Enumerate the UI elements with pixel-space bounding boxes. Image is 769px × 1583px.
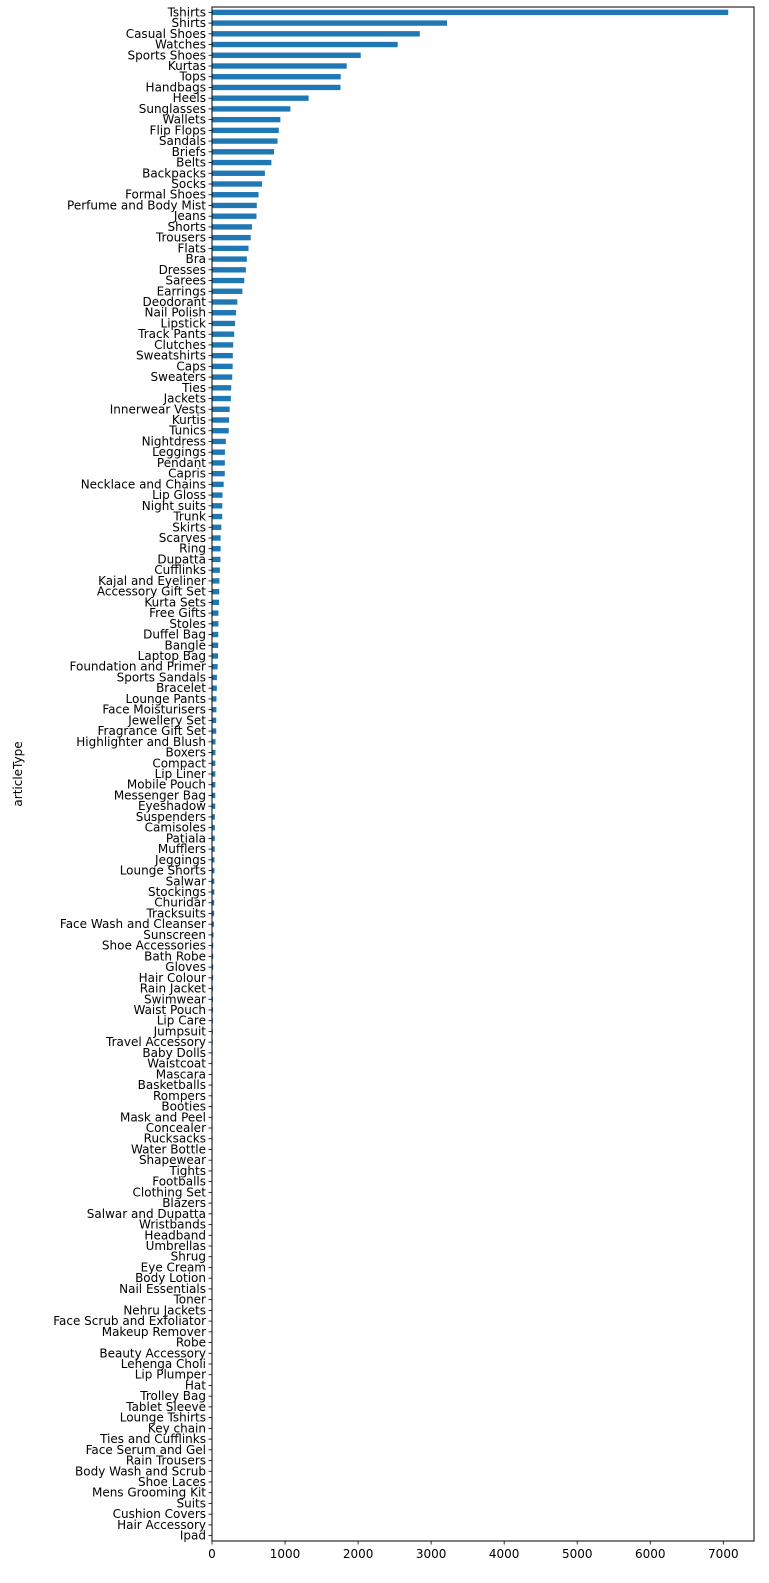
y-tick-label: Briefs	[171, 144, 206, 159]
y-tick-label: Nightdress	[141, 434, 206, 449]
bar	[212, 428, 229, 433]
bar	[212, 589, 219, 594]
y-tick-label: Lounge Tshirts	[119, 1410, 206, 1425]
y-tick-label: Mufflers	[157, 842, 206, 857]
y-tick-label: Shirts	[171, 16, 206, 31]
bar	[212, 600, 219, 605]
y-tick-label: Shoe Accessories	[101, 938, 206, 953]
y-tick-label: Lehenga Choli	[120, 1357, 206, 1371]
y-tick-label: Gloves	[165, 960, 206, 975]
bar	[212, 718, 216, 723]
y-tick-label: Bath Robe	[144, 949, 206, 964]
y-tick-label: Handbags	[145, 80, 206, 95]
bar	[212, 471, 225, 476]
bar	[212, 224, 252, 229]
y-tick-label: Booties	[161, 1099, 206, 1114]
bar	[212, 686, 217, 691]
y-tick-label: Formal Shoes	[125, 187, 206, 202]
x-tick-label: 2000	[342, 1547, 374, 1561]
y-tick-label: Suspenders	[135, 809, 206, 824]
bar	[212, 439, 226, 444]
y-tick-label: Rompers	[152, 1088, 206, 1103]
bar	[212, 10, 728, 15]
x-tick-label: 1000	[269, 1547, 301, 1561]
y-tick-label: Stoles	[169, 616, 206, 631]
bars-layer	[212, 10, 728, 1539]
y-tick-label: Baby Dolls	[142, 1045, 206, 1060]
bar	[212, 214, 256, 219]
y-tick-label: Tablet Sleeve	[126, 1399, 206, 1414]
y-tick-label: Necklace and Chains	[80, 477, 206, 492]
y-tick-label: Stockings	[147, 885, 206, 899]
y-tick-label: Hair Accessory	[117, 1517, 206, 1532]
y-tick-label: Boxers	[165, 745, 206, 760]
y-tick-label: Heels	[172, 91, 206, 106]
bar	[212, 149, 274, 154]
bar	[212, 396, 231, 401]
bar	[212, 20, 447, 25]
y-tick-label: Scarves	[158, 531, 206, 545]
bar	[212, 256, 247, 261]
y-tick-label: Hat	[184, 1378, 206, 1393]
y-tick-label: Lounge Pants	[125, 691, 206, 706]
y-tick-label: Mask and Peel	[119, 1110, 206, 1125]
y-tick-label: Trunk	[173, 509, 206, 524]
y-tick-label: Eyeshadow	[137, 799, 206, 814]
bar	[212, 557, 220, 562]
y-tick-label: Travel Accessory	[106, 1035, 206, 1050]
y-tick-label: Eye Cream	[140, 1260, 206, 1275]
y-tick-label: Shorts	[167, 219, 206, 234]
bar	[212, 128, 279, 133]
y-tick-label: Earrings	[156, 284, 206, 299]
y-tick-label: Shoe Laces	[137, 1475, 206, 1489]
y-tick-label: Patiala	[165, 831, 206, 846]
y-tick-label: Kurtas	[167, 59, 206, 73]
bar	[212, 106, 290, 111]
y-tick-label: Socks	[171, 177, 206, 191]
x-tick-label: 7000	[708, 1547, 739, 1561]
y-tick-label: Lip Liner	[154, 767, 206, 781]
x-tick-label: 6000	[635, 1547, 666, 1561]
y-tick-label: Ipad	[179, 1528, 206, 1543]
bar	[212, 364, 233, 369]
y-tick-label: Clothing Set	[132, 1185, 206, 1200]
y-tick-label: Sandals	[158, 134, 206, 149]
bar	[212, 492, 223, 497]
bar	[212, 525, 221, 530]
bar	[212, 138, 278, 143]
x-tick-label: 0	[208, 1547, 216, 1561]
bar	[212, 782, 215, 787]
bar	[212, 332, 234, 337]
y-tick-label: Waist Pouch	[133, 1003, 206, 1017]
y-tick-label: Bangle	[164, 638, 206, 653]
y-tick-label: Trousers	[155, 230, 206, 245]
bar	[212, 460, 225, 465]
bar	[212, 578, 219, 583]
y-tick-label: Leggings	[152, 445, 206, 460]
bar	[212, 160, 271, 165]
y-tick-label: Wristbands	[139, 1217, 206, 1232]
y-tick-label: Jeggings	[155, 852, 206, 867]
y-tick-label: Waistcoat	[147, 1056, 206, 1071]
bar	[212, 771, 215, 776]
bar	[212, 632, 218, 637]
bar	[212, 643, 218, 648]
y-tick-label: Lounge Shorts	[119, 863, 206, 878]
y-tick-label: Night suits	[141, 498, 206, 513]
y-tick-label: Backpacks	[142, 166, 206, 181]
y-tick-label: Dresses	[158, 262, 206, 277]
y-tick-label: Headband	[144, 1228, 206, 1243]
bar	[212, 267, 246, 272]
y-tick-label: Lipstick	[160, 316, 206, 331]
bar	[212, 192, 259, 197]
bar	[212, 42, 398, 47]
bar	[212, 289, 242, 294]
y-tick-label: Casual Shoes	[125, 26, 206, 41]
y-tick-label: Face Moisturisers	[102, 702, 206, 717]
bar	[212, 750, 215, 755]
bar	[212, 535, 221, 540]
y-tick-label: Compact	[152, 756, 206, 771]
y-tick-label: Messenger Bag	[113, 788, 206, 803]
y-tick-label: Caps	[176, 359, 206, 374]
bar	[212, 610, 218, 615]
y-tick-label: Bracelet	[156, 681, 206, 696]
bar	[212, 514, 222, 519]
bar	[212, 707, 216, 712]
bar	[212, 321, 235, 326]
bar	[212, 310, 236, 315]
y-tick-label: Robe	[175, 1335, 206, 1350]
y-tick-label: Swimwear	[144, 992, 206, 1007]
bar	[212, 53, 361, 58]
y-tick-label: Foundation and Primer	[69, 659, 206, 674]
y-tick-label: Bra	[185, 252, 206, 267]
bar	[212, 342, 233, 347]
y-tick-label: Perfume and Body Mist	[67, 198, 206, 213]
bar	[212, 696, 216, 701]
bar	[212, 664, 218, 669]
bar	[212, 675, 217, 680]
y-tick-label: Tights	[169, 1163, 206, 1178]
y-tick-label: Dupatta	[157, 552, 206, 567]
bar	[212, 621, 218, 626]
y-tick-label: Watches	[155, 37, 206, 52]
y-tick-label: Duffel Bag	[143, 627, 206, 642]
x-tick-label: 5000	[561, 1547, 593, 1561]
y-tick-label: Sunscreen	[143, 927, 206, 942]
y-tick-label: Toner	[173, 1292, 206, 1307]
bar	[212, 407, 230, 412]
y-tick-label: Pendant	[156, 455, 206, 470]
y-tick-label: Salwar and Dupatta	[86, 1206, 206, 1221]
y-tick-label: Mens Grooming Kit	[91, 1485, 206, 1500]
x-tick-label: 3000	[415, 1547, 447, 1561]
y-tick-label: Trolley Bag	[140, 1389, 206, 1404]
y-tick-label: Rain Trousers	[125, 1453, 206, 1468]
y-tick-label: Tops	[179, 69, 206, 84]
x-tick-label: 4000	[488, 1547, 520, 1561]
bar	[212, 203, 257, 208]
y-axis-label: articleType	[11, 741, 25, 807]
bar	[212, 546, 221, 551]
y-tick-label: Kurtis	[171, 413, 206, 427]
y-tick-label: Makeup Remover	[101, 1324, 206, 1339]
y-tick-label: Fragrance Gift Set	[97, 724, 206, 739]
y-axis-ticks	[53, 5, 212, 1542]
y-tick-label: Track Pants	[138, 327, 206, 342]
bar	[212, 761, 215, 766]
bar	[212, 96, 309, 101]
y-tick-label: Cufflinks	[154, 563, 206, 578]
y-tick-label: Tracksuits	[146, 906, 206, 921]
y-tick-label: Ties and Cufflinks	[100, 1432, 206, 1447]
bar	[212, 482, 224, 487]
y-tick-label: Tunics	[169, 423, 206, 438]
y-tick-label: Jewellery Set	[128, 713, 206, 728]
bar	[212, 85, 340, 90]
y-tick-label: Nail Polish	[144, 305, 206, 320]
y-tick-label: Kurta Sets	[144, 595, 206, 610]
y-tick-label: Suits	[176, 1496, 206, 1511]
bar	[212, 728, 216, 733]
y-tick-label: Churidar	[154, 895, 206, 910]
y-tick-label: Shapewear	[138, 1153, 206, 1168]
y-tick-label: Flip Flops	[149, 123, 206, 138]
plot-frame	[212, 7, 754, 1541]
y-tick-label: Cushion Covers	[112, 1507, 206, 1522]
y-tick-label: Basketballs	[137, 1078, 206, 1093]
y-tick-label: Hair Colour	[138, 970, 206, 985]
y-tick-label: Mobile Pouch	[126, 777, 206, 792]
y-tick-label: Innerwear Vests	[109, 402, 206, 417]
y-tick-label: Face Wash and Cleanser	[59, 917, 206, 932]
y-tick-label: Ring	[179, 541, 206, 556]
bar	[212, 653, 218, 658]
y-tick-label: Blazers	[162, 1196, 206, 1211]
y-tick-label: Flats	[177, 241, 206, 256]
y-tick-label: Deodorant	[142, 295, 206, 309]
y-tick-label: Ties	[182, 380, 206, 395]
x-axis-ticks	[208, 1541, 738, 1561]
bar	[212, 450, 225, 455]
bar	[212, 74, 341, 79]
y-tick-label: Shrug	[170, 1249, 206, 1264]
y-tick-label: Accessory Gift Set	[96, 584, 206, 599]
y-tick-label: Body Lotion	[135, 1271, 206, 1286]
bar	[212, 31, 420, 36]
bar	[212, 246, 249, 251]
y-tick-label: Belts	[176, 155, 206, 170]
y-tick-label: Jackets	[163, 391, 206, 406]
bar	[212, 503, 222, 508]
y-tick-label: Umbrellas	[145, 1239, 206, 1253]
bar	[212, 171, 265, 176]
y-tick-label: Capris	[168, 466, 206, 481]
y-tick-label: Rain Jacket	[139, 981, 206, 996]
y-tick-label: Sarees	[165, 273, 206, 288]
y-tick-label: Sports Shoes	[127, 48, 206, 63]
y-tick-label: Highlighter and Blush	[76, 734, 206, 749]
bar	[212, 63, 347, 68]
y-tick-label: Tshirts	[167, 5, 206, 20]
y-tick-label: Sunglasses	[138, 101, 206, 116]
y-tick-label: Concealer	[145, 1121, 206, 1135]
bar	[212, 385, 231, 390]
y-tick-label: Nehru Jackets	[123, 1303, 206, 1318]
y-tick-label: Face Serum and Gel	[85, 1442, 206, 1457]
y-tick-label: Nail Essentials	[119, 1281, 206, 1296]
bar	[212, 278, 244, 283]
bar	[212, 739, 216, 744]
y-tick-label: Skirts	[172, 520, 206, 535]
y-tick-label: Key chain	[147, 1421, 206, 1436]
y-tick-label: Mascara	[155, 1067, 206, 1082]
bar	[212, 299, 237, 304]
y-tick-label: Kajal and Eyeliner	[98, 573, 206, 588]
y-tick-label: Rucksacks	[143, 1131, 206, 1146]
bar	[212, 117, 280, 122]
y-tick-label: Salwar	[165, 874, 206, 889]
y-tick-label: Free Gifts	[149, 606, 206, 621]
y-tick-label: Body Wash and Scrub	[75, 1464, 206, 1479]
y-tick-label: Wallets	[162, 112, 206, 127]
y-tick-label: Lip Care	[156, 1013, 206, 1028]
bar	[212, 181, 262, 186]
y-tick-label: Footballs	[152, 1174, 206, 1189]
bar	[212, 417, 229, 422]
y-tick-label: Camisoles	[144, 820, 206, 835]
bar	[212, 374, 232, 379]
y-tick-label: Sports Sandals	[116, 670, 206, 685]
y-tick-label: Face Scrub and Exfoliator	[53, 1314, 206, 1329]
y-tick-label: Lip Plumper	[134, 1367, 206, 1382]
y-tick-label: Beauty Accessory	[99, 1346, 206, 1361]
y-tick-label: Sweaters	[150, 370, 206, 385]
bar	[212, 353, 233, 358]
bar	[212, 235, 251, 240]
bar	[212, 568, 220, 573]
y-tick-label: Water Bottle	[131, 1142, 206, 1157]
y-tick-label: Jeans	[173, 209, 206, 224]
y-tick-label: Clutches	[154, 337, 206, 352]
y-tick-label: Laptop Bag	[137, 649, 206, 663]
y-tick-label: Lip Gloss	[152, 488, 206, 503]
y-tick-label: Sweatshirts	[136, 348, 206, 363]
y-tick-label: Jumpsuit	[153, 1024, 206, 1039]
